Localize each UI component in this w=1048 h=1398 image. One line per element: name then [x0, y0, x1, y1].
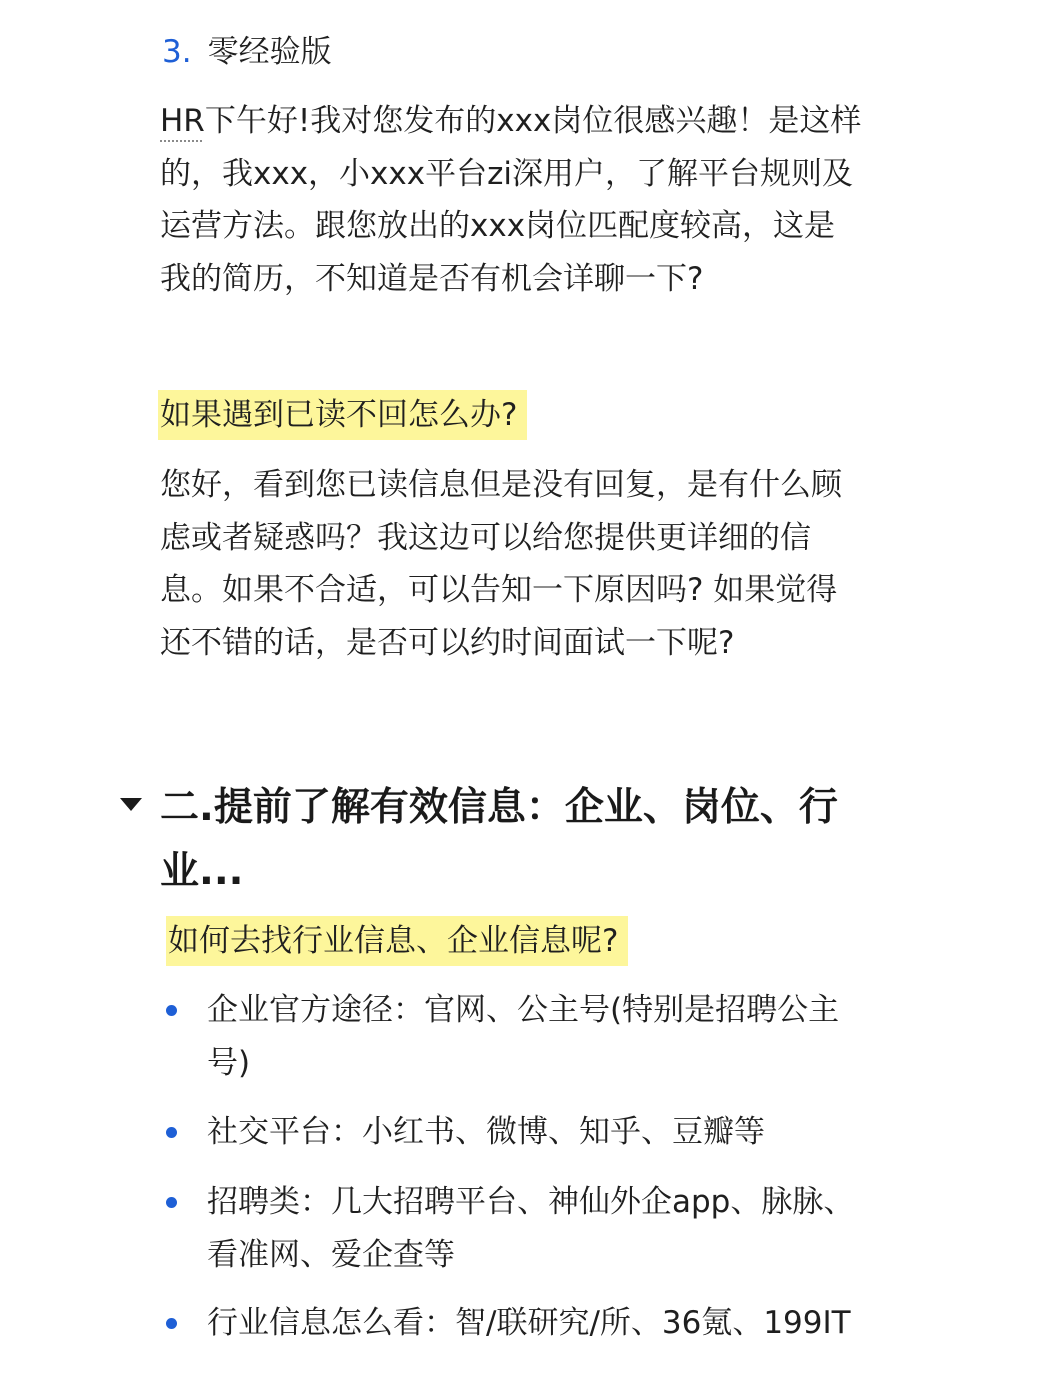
bullet-dot-icon	[166, 1197, 177, 1208]
numbered-item-3	[162, 30, 332, 74]
paragraph-line: HR下午好!我对您发布的xxx岗位很感兴趣！是这样	[160, 103, 862, 139]
heading-line: 业...	[160, 849, 244, 894]
paragraph-line: 运营方法。跟您放出的xxx岗位匹配度较高，这是	[160, 208, 836, 244]
paragraph-line: 的，我xxx，小xxx平台zi深用户，了解平台规则及	[160, 155, 853, 192]
list-item-text: 社交平台：小红书、微博、知乎、豆瓣等	[207, 1114, 765, 1150]
heading-line: 二.提前了解有效信息：企业、岗位、行	[160, 785, 838, 830]
section-heading[interactable]	[160, 776, 920, 904]
paragraph-line: 我的简历，不知道是否有机会详聊一下?	[160, 260, 704, 297]
message-template-paragraph	[160, 95, 900, 305]
list-item-text: 企业官方途径：官网、公主号(特别是招聘公主 号)	[207, 992, 840, 1081]
paragraph-line: 虑或者疑惑吗？我这边可以给您提供更详细的信	[160, 519, 811, 556]
list-item-text: 招聘类：几大招聘平台、神仙外企app、脉脉、 看准网、爱企查等	[207, 1184, 855, 1273]
paragraph-line: 息。如果不合适，可以告知一下原因吗? 如果觉得	[160, 572, 838, 608]
hr-abbreviation[interactable]: HR	[160, 103, 205, 139]
highlighted-question-find-info: 如何去找行业信息、企业信息呢?	[166, 916, 628, 966]
paragraph-line: 还不错的话，是否可以约时间面试一下呢?	[160, 624, 735, 661]
reply-template-paragraph	[160, 459, 900, 669]
paragraph-line: 您好，看到您已读信息但是没有回复，是有什么顾	[160, 467, 842, 503]
list-item-text: 行业信息怎么看：智/联研究/所、36氪、199IT	[207, 1305, 851, 1341]
list-number: 3.	[162, 34, 192, 70]
list-item-title: 零经验版	[207, 34, 332, 70]
bullet-dot-icon	[166, 1005, 177, 1016]
bullet-dot-icon	[166, 1127, 177, 1138]
collapse-triangle-icon[interactable]	[120, 798, 142, 811]
highlighted-question-read-no-reply: 如果遇到已读不回怎么办?	[158, 390, 527, 440]
bullet-dot-icon	[166, 1318, 177, 1329]
